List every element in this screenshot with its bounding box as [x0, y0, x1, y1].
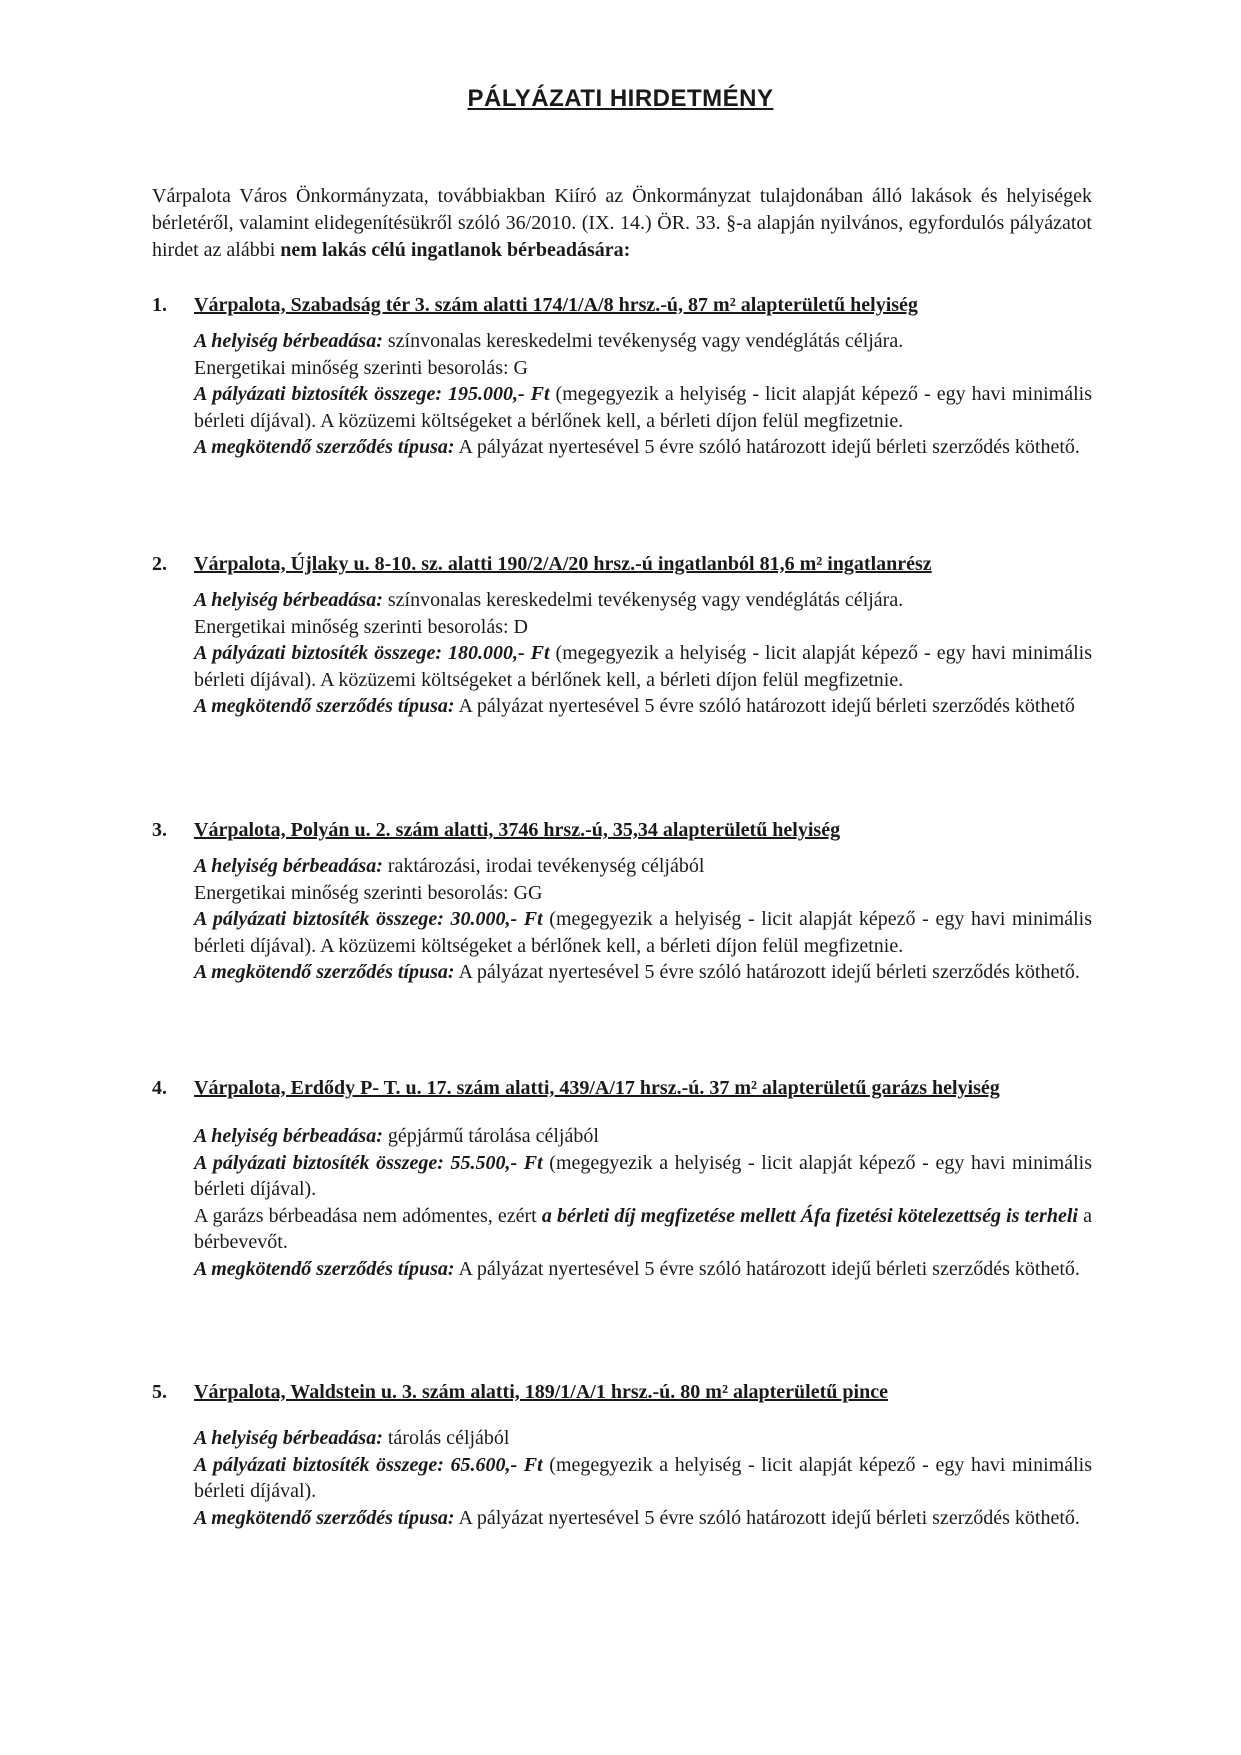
contract-line [194, 1256, 1092, 1283]
listing-item-4 [152, 1076, 1092, 1282]
contract-value: A pályázat nyertesével 5 évre szóló határozott idejű bérleti szerződés köthető. [454, 961, 1080, 983]
purpose-line [194, 1425, 1092, 1452]
guarantee-label: A pályázati biztosíték összege: [194, 1151, 444, 1174]
purpose-label: A helyiség bérbeadása: [194, 1427, 383, 1449]
energy-line: Energetikai minőség szerinti besorolás: G [194, 356, 528, 379]
item-body [194, 587, 1092, 720]
guarantee-label: A pályázati biztosíték összege: [194, 383, 442, 405]
item-location: Várpalota, Erdődy P- T. u. 17. szám alatti, 439/A/17 hrsz.-ú. 37 m² alapterületű garázs helyiség [194, 1077, 1000, 1099]
purpose-line [194, 1123, 1092, 1150]
vat-post: a bérbevevőt. [194, 1204, 1092, 1253]
guarantee-line [194, 906, 1092, 959]
item-location: Várpalota, Szabadság tér 3. szám alatti 174/1/A/8 hrsz.-ú, 87 m² alapterületű helyiség [194, 294, 918, 316]
purpose-line [194, 853, 1092, 880]
purpose-label: A helyiség bérbeadása: [194, 330, 383, 352]
guarantee-line [194, 1150, 1092, 1203]
guarantee-note: (megegyezik a helyiség - licit alapját képező - egy havi minimális bérleti díjával). A közüzemi költségeket a bérlőnek kell, a bérleti díjon felül megfizetnie. [194, 908, 1093, 957]
document-title: PÁLYÁZATI HIRDETMÉNY [467, 85, 774, 112]
guarantee-note: (megegyezik a helyiség - licit alapját képező - egy havi minimális bérleti díjával). [194, 1453, 1093, 1502]
item-body [194, 1425, 1092, 1531]
vat-bold: a bérleti díj megfizetése mellett Áfa fizetési kötelezettség is terheli [541, 1204, 1078, 1227]
contract-line [194, 1505, 1092, 1532]
purpose-value: tárolás céljából [382, 1427, 510, 1449]
item-location: Várpalota, Újlaky u. 8-10. sz. alatti 190/2/A/20 hrsz.-ú ingatlanból 81,6 m² ingatlanrész [194, 553, 932, 575]
guarantee-line [194, 1452, 1092, 1505]
intro-text: Várpalota Város Önkormányzata, továbbiakban Kiíró az Önkormányzat tulajdonában álló lakások és helyiségek bérletéről, valamint elidegenítésükről szóló 36/2010. (IX. 14.) ÖR. 33. §-a alapján nyilvános, egyfordulós pályázatot hirdet az alábbi [152, 185, 1092, 261]
item-location: Várpalota, Polyán u. 2. szám alatti, 3746 hrsz.-ú, 35,34 alapterületű helyiség [194, 819, 841, 841]
item-heading [152, 818, 1092, 843]
guarantee-note: (megegyezik a helyiség - licit alapját képező - egy havi minimális bérleti díjával). A közüzemi költségeket a bérlőnek kell, a bérleti díjon felül megfizetnie. [194, 383, 1093, 432]
item-number: 3. [152, 819, 167, 841]
contract-label: A megkötendő szerződés típusa: [194, 1506, 455, 1529]
listing-item-1 [152, 293, 1092, 461]
guarantee-label: A pályázati biztosíték összege: [194, 642, 442, 664]
contract-line [194, 693, 1092, 720]
contract-line [194, 434, 1092, 461]
item-number: 5. [152, 1381, 167, 1403]
contract-label: A megkötendő szerződés típusa: [194, 961, 455, 983]
item-heading [152, 1076, 1092, 1101]
item-body [194, 328, 1092, 461]
guarantee-amount: 180.000,- Ft [442, 642, 550, 664]
guarantee-line [194, 381, 1092, 434]
energy-line: Energetikai minőség szerinti besorolás: D [194, 615, 528, 638]
item-heading [152, 552, 1092, 577]
guarantee-label: A pályázati biztosíték összege: [194, 908, 444, 930]
intro-paragraph [152, 183, 1092, 264]
purpose-value: színvonalas kereskedelmi tevékenység vagy vendéglátás céljára. [382, 589, 904, 611]
contract-label: A megkötendő szerződés típusa: [194, 436, 455, 458]
intro-bold: nem lakás célú ingatlanok bérbeadására: [280, 239, 631, 261]
guarantee-amount: 30.000,- Ft [443, 908, 543, 930]
contract-label: A megkötendő szerződés típusa: [194, 695, 455, 717]
guarantee-amount: 195.000,- Ft [442, 383, 550, 405]
vat-pre: A garázs bérbeadása nem adómentes, ezért [194, 1204, 542, 1227]
item-number: 1. [152, 294, 167, 316]
purpose-value: gépjármű tárolása céljából [382, 1125, 599, 1147]
item-number: 4. [152, 1077, 167, 1099]
purpose-label: A helyiség bérbeadása: [194, 855, 383, 877]
item-heading [152, 293, 1092, 318]
item-number: 2. [152, 553, 167, 575]
contract-value: A pályázat nyertesével 5 évre szóló határozott idejű bérleti szerződés köthető [454, 695, 1075, 717]
guarantee-line [194, 640, 1092, 693]
item-body [194, 853, 1092, 986]
purpose-line [194, 328, 1092, 355]
guarantee-amount: 55.500,- Ft [443, 1151, 543, 1174]
contract-label: A megkötendő szerződés típusa: [194, 1257, 455, 1280]
contract-line [194, 959, 1092, 986]
item-location: Várpalota, Waldstein u. 3. szám alatti, 189/1/A/1 hrsz.-ú. 80 m² alapterületű pince [194, 1381, 888, 1403]
item-body [194, 1123, 1092, 1282]
guarantee-note: (megegyezik a helyiség - licit alapját képező - egy havi minimális bérleti díjával). A közüzemi költségeket a bérlőnek kell, a bérleti díjon felül megfizetnie. [194, 642, 1093, 691]
listing-item-3 [152, 818, 1092, 986]
listing-item-5 [152, 1380, 1092, 1531]
contract-value: A pályázat nyertesével 5 évre szóló határozott idejű bérleti szerződés köthető. [454, 1506, 1080, 1529]
guarantee-note: (megegyezik a helyiség - licit alapját képező - egy havi minimális bérleti díjával). [194, 1151, 1093, 1200]
energy-line: Energetikai minőség szerinti besorolás: GG [194, 881, 543, 904]
purpose-line [194, 587, 1092, 614]
guarantee-label: A pályázati biztosíték összege: [194, 1453, 444, 1476]
purpose-value: színvonalas kereskedelmi tevékenység vagy vendéglátás céljára. [382, 330, 904, 352]
item-heading [152, 1380, 1092, 1405]
guarantee-amount: 65.600,- Ft [443, 1453, 543, 1476]
listing-item-2 [152, 552, 1092, 720]
purpose-label: A helyiség bérbeadása: [194, 589, 383, 611]
contract-value: A pályázat nyertesével 5 évre szóló határozott idejű bérleti szerződés köthető. [454, 436, 1080, 458]
purpose-label: A helyiség bérbeadása: [194, 1125, 383, 1147]
vat-line [194, 1203, 1092, 1256]
contract-value: A pályázat nyertesével 5 évre szóló határozott idejű bérleti szerződés köthető. [454, 1257, 1080, 1280]
purpose-value: raktározási, irodai tevékenység céljából [382, 855, 705, 877]
